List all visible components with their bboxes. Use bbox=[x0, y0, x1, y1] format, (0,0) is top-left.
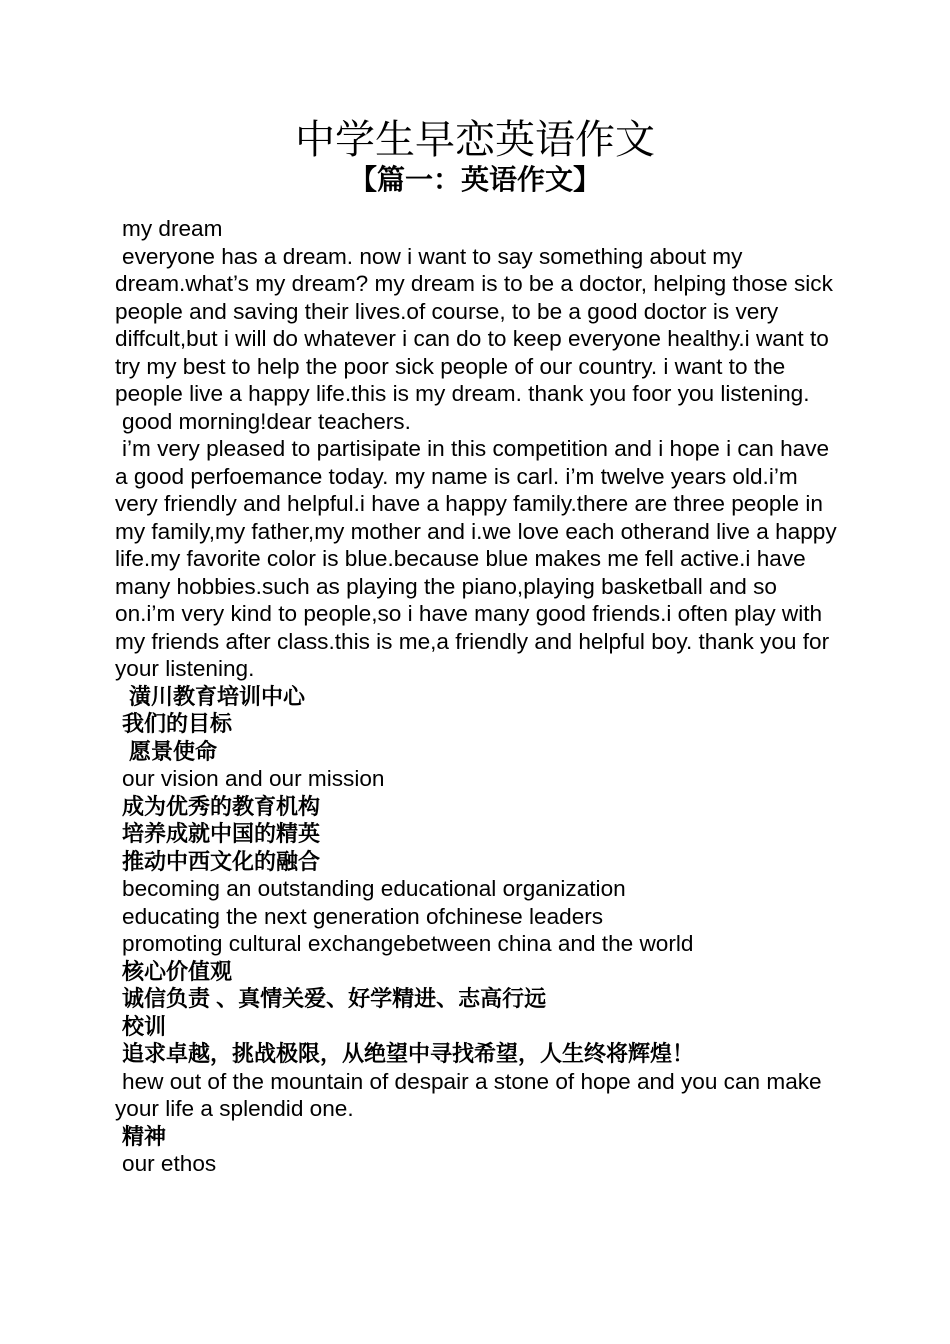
line-goal-1-en: becoming an outstanding educational organization bbox=[122, 876, 626, 901]
line-goal-3-en: promoting cultural exchangebetween china and the world bbox=[122, 931, 694, 956]
line-motto-heading: 校训 bbox=[122, 1013, 167, 1039]
line-goal-1-cn: 成为优秀的教育机构 bbox=[122, 793, 321, 819]
line-goal-2-en: educating the next generation ofchinese leaders bbox=[122, 903, 604, 929]
line-vision-mission-en: our vision and our mission bbox=[122, 766, 385, 791]
paragraph-self-introduction: i’m very pleased to partisipate in this competition and i hope i can have a good perfoemance today. my name is carl. i’m twelve years old.i’m very friendly and helpful.i have a happy family.there are three people in my family,my father,my mother and i.we love each otherand live a happy life.my favorite color is blue.because blue makes me fell active.i have many hobbies.such as playing the piano,playing basketball and so on.i’m very kind to people,so i have many good friends.i often play with my friends after class.this is me,a friendly and helpful boy. thank you for your listening. bbox=[115, 436, 837, 681]
paragraph-dream: everyone has a dream. now i want to say something about my dream.what’s my dream? my dream is to be a doctor, helping those sick people and saving their lives.of course, to be a good doctor is very diffcult,but i will do whatever i can do to keep everyone healthy.i want to try my best to help the poor sick people of our country. i want to the people live a happy life.this is my dream. thank you foor you listening. bbox=[115, 243, 833, 406]
line-my-dream: my dream bbox=[122, 216, 223, 241]
line-greeting: good morning!dear teachers. bbox=[122, 408, 411, 434]
line-motto-cn: 追求卓越，挑战极限，从绝望中寻找希望，人生终将辉煌！ bbox=[122, 1041, 695, 1066]
document-body bbox=[115, 215, 840, 1178]
line-school-name: 潢川教育培训中心 bbox=[129, 683, 306, 709]
line-vision-mission-cn: 愿景使命 bbox=[129, 738, 218, 764]
document-title: 中学生早恋英语作文 bbox=[295, 118, 655, 162]
document-subtitle: 【篇一：英语作文】 bbox=[348, 164, 601, 195]
paragraph-motto-en: hew out of the mountain of despair a stone of hope and you can make your life a splendid one. bbox=[115, 1068, 822, 1121]
line-spirit-heading: 精神 bbox=[122, 1123, 167, 1149]
line-core-values: 诚信负责 、真情关爱、好学精进、志高行远 bbox=[122, 986, 547, 1011]
line-our-goal: 我们的目标 bbox=[122, 711, 233, 736]
line-goal-3-cn: 推动中西文化的融合 bbox=[122, 848, 321, 874]
line-core-values-heading: 核心价值观 bbox=[122, 958, 233, 984]
line-goal-2-cn: 培养成就中国的精英 bbox=[122, 821, 321, 846]
line-our-ethos: our ethos bbox=[122, 1151, 217, 1176]
